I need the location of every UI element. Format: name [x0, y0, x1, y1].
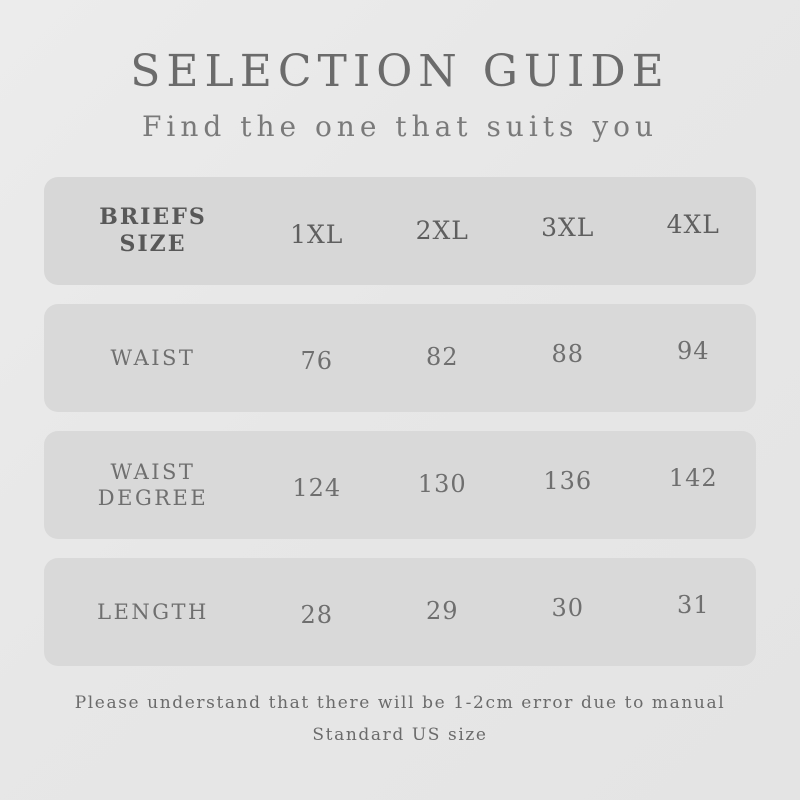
footer-line-1: Please understand that there will be 1-2cm error due to manual	[74, 693, 726, 714]
table-cell: 4XL	[666, 209, 720, 239]
row-label-line1: WAIST	[110, 346, 196, 371]
row-label-line1: LENGTH	[97, 600, 209, 625]
table-cell: 124	[292, 474, 342, 503]
table-cell: 76	[300, 347, 334, 376]
table-cell: 3XL	[541, 212, 595, 242]
page-title: SELECTION GUIDE	[130, 46, 670, 97]
row-label-waist-degree	[44, 459, 254, 512]
table-row-header	[44, 177, 756, 285]
table-cell: 29	[425, 597, 459, 626]
row-label-length	[44, 599, 254, 625]
row-cells	[254, 591, 756, 630]
table-cell: 94	[676, 337, 710, 366]
row-label-line2: DEGREE	[97, 486, 209, 511]
table-cell: 130	[417, 470, 467, 499]
table-cell: 88	[551, 340, 585, 369]
table-cell: 1XL	[290, 219, 344, 249]
table-cell: 82	[425, 343, 459, 372]
page-subtitle: Find the one that suits you	[141, 110, 659, 144]
row-label-waist	[44, 345, 254, 371]
table-row-waist-degree	[44, 431, 756, 539]
footer-line-2: Standard US size	[312, 724, 488, 745]
table-cell: 2XL	[415, 215, 469, 245]
table-row-length	[44, 558, 756, 666]
table-cell: 31	[676, 591, 710, 620]
row-label-briefs-size	[44, 204, 254, 259]
size-table	[44, 177, 756, 666]
table-cell: 136	[543, 467, 593, 496]
table-cell: 142	[668, 464, 718, 493]
row-cells	[254, 337, 756, 376]
row-cells	[254, 464, 756, 503]
table-cell: 30	[551, 594, 585, 623]
row-label-line2: SIZE	[119, 231, 187, 258]
row-cells	[254, 209, 756, 249]
table-cell: 28	[300, 601, 334, 630]
table-row-waist	[44, 304, 756, 412]
footer-note	[30, 688, 770, 751]
row-label-line1: BRIEFS	[99, 203, 207, 230]
row-label-line1: WAIST	[110, 460, 196, 485]
